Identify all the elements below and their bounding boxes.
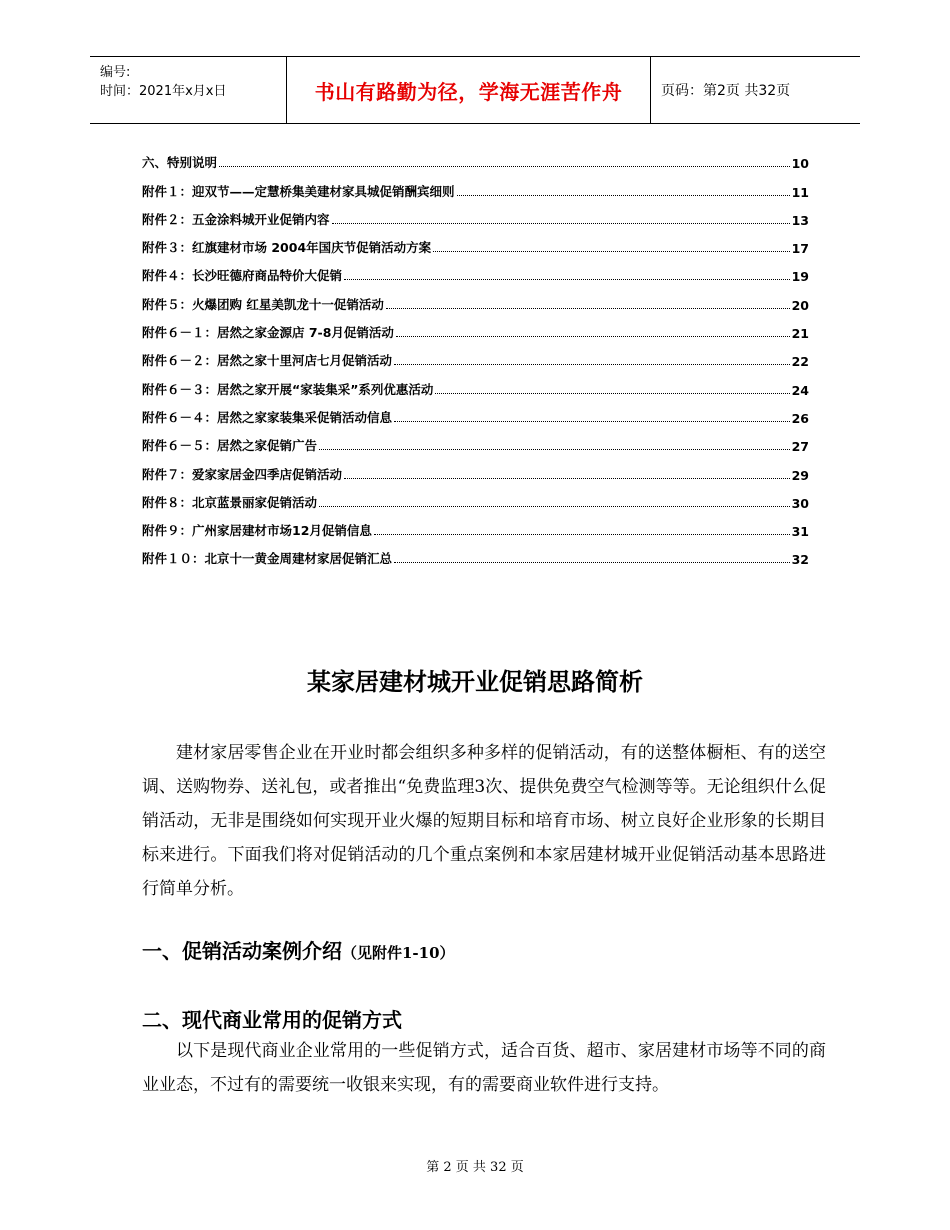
toc-entry[interactable] xyxy=(142,200,809,228)
toc-entry[interactable] xyxy=(142,171,809,199)
toc-leader xyxy=(386,308,790,309)
toc-entry-page: 32 xyxy=(791,552,809,568)
toc-entry-page: 13 xyxy=(791,212,809,228)
page-header xyxy=(90,56,860,124)
toc-entry-page: 27 xyxy=(791,439,809,455)
header-page-info: 页码：第2页 共32页 xyxy=(661,83,791,99)
document-title: 某家居建材城开业促销思路简析 xyxy=(307,668,643,696)
toc-entry-page: 29 xyxy=(791,467,809,483)
toc-entry[interactable] xyxy=(142,341,809,369)
toc-entry-page: 24 xyxy=(791,382,809,398)
toc-entry[interactable] xyxy=(142,426,809,454)
section-1-note: （见附件1-10） xyxy=(342,944,455,962)
toc-entry-page: 31 xyxy=(791,524,809,540)
intro-paragraph: 建材家居零售企业在开业时都会组织多种多样的促销活动，有的送整体橱柜、有的送空调、送购物券、送礼包，或者推出“免费监理3次、提供免费空气检测等等。无论组织什么促销活动，无非是围绕如何实现开业火爆的短期目标和培育市场、树立良好企业形象的长期目标来进行。下面我们将对促销活动的几个重点案例和本家居建材城开业促销活动基本思路进行简单分析。 xyxy=(142,743,826,899)
toc-leader xyxy=(396,336,790,337)
toc-leader xyxy=(344,478,790,479)
section-2-paragraph: 以下是现代商业企业常用的一些促销方式，适合百货、超市、家居建材市场等不同的商业业态，不过有的需要统一收银来实现，有的需要商业软件进行支持。 xyxy=(142,1041,826,1095)
toc-entry-title: 附件５：火爆团购 红星美凯龙十一促销活动 xyxy=(142,296,384,312)
toc-entry[interactable] xyxy=(142,483,809,511)
toc-entry-page: 22 xyxy=(791,354,809,370)
toc-entry-title: 附件９：广州家居建材市场12月促销信息 xyxy=(142,523,372,539)
toc-leader xyxy=(394,562,790,563)
page-footer: 第 2 页 共 32 页 xyxy=(426,1160,524,1175)
number-label: 编号: xyxy=(100,65,131,80)
toc-entry[interactable] xyxy=(142,228,809,256)
toc-leader xyxy=(457,195,790,196)
toc-entry-page: 20 xyxy=(791,297,809,313)
toc-entry-page: 30 xyxy=(791,495,809,511)
section-1-heading xyxy=(142,935,455,964)
toc-entry-title: 附件６－１：居然之家金源店 7-8月促销活动 xyxy=(142,325,394,341)
toc-leader xyxy=(374,534,790,535)
toc-leader xyxy=(332,223,790,224)
toc-leader xyxy=(394,421,790,422)
time-label: 时间：2021年x月x日 xyxy=(100,84,227,99)
toc-entry-page: 17 xyxy=(791,241,809,257)
toc-entry-title: 附件１０：北京十一黄金周建材家居促销汇总 xyxy=(142,551,393,567)
toc-entry-page: 19 xyxy=(791,269,809,285)
toc-entry[interactable] xyxy=(142,398,809,426)
toc-entry-title: 六、特别说明 xyxy=(142,155,218,171)
toc-leader xyxy=(319,506,790,507)
toc-leader xyxy=(219,166,790,167)
toc-entry-title: 附件３：红旗建材市场 2004年国庆节促销活动方案 xyxy=(142,240,432,256)
toc-entry-title: 附件７：爱家家居金四季店促销活动 xyxy=(142,466,343,482)
toc-leader xyxy=(344,279,790,280)
toc-leader xyxy=(394,364,790,365)
toc-entry[interactable] xyxy=(142,511,809,539)
toc-entry-title: 附件６－４：居然之家家装集采促销活动信息 xyxy=(142,409,393,425)
header-motto: 书山有路勤为径，学海无涯苦作舟 xyxy=(287,57,651,123)
toc-leader xyxy=(433,251,789,252)
toc-entry[interactable] xyxy=(142,143,809,171)
toc-entry-title: 附件２：五金涂料城开业促销内容 xyxy=(142,211,330,227)
toc-entry[interactable] xyxy=(142,284,809,312)
toc-entry[interactable] xyxy=(142,369,809,397)
toc-leader xyxy=(319,449,790,450)
toc-entry[interactable] xyxy=(142,539,809,567)
toc-entry-title: 附件８：北京蓝景丽家促销活动 xyxy=(142,494,318,510)
section-1-title: 一、促销活动案例介绍 xyxy=(142,939,342,963)
toc-entry[interactable] xyxy=(142,256,809,284)
toc-entry-page: 26 xyxy=(791,410,809,426)
toc-entry-title: 附件４：长沙旺德府商品特价大促销 xyxy=(142,268,343,284)
toc-leader xyxy=(435,393,789,394)
toc-entry-page: 21 xyxy=(791,326,809,342)
table-of-contents xyxy=(142,143,809,567)
toc-entry-title: 附件６－２：居然之家十里河店七月促销活动 xyxy=(142,353,393,369)
header-meta-cell xyxy=(90,57,287,123)
toc-entry-title: 附件６－３：居然之家开展“家装集采”系列优惠活动 xyxy=(142,381,434,397)
toc-entry-page: 10 xyxy=(791,156,809,172)
toc-entry[interactable] xyxy=(142,313,809,341)
toc-entry-title: 附件１：迎双节——定慧桥集美建材家具城促销酬宾细则 xyxy=(142,183,455,199)
toc-entry[interactable] xyxy=(142,454,809,482)
toc-entry-title: 附件６－５：居然之家促销广告 xyxy=(142,438,318,454)
toc-entry-page: 11 xyxy=(791,184,809,200)
section-2-heading: 二、现代商业常用的促销方式 xyxy=(142,1008,402,1032)
